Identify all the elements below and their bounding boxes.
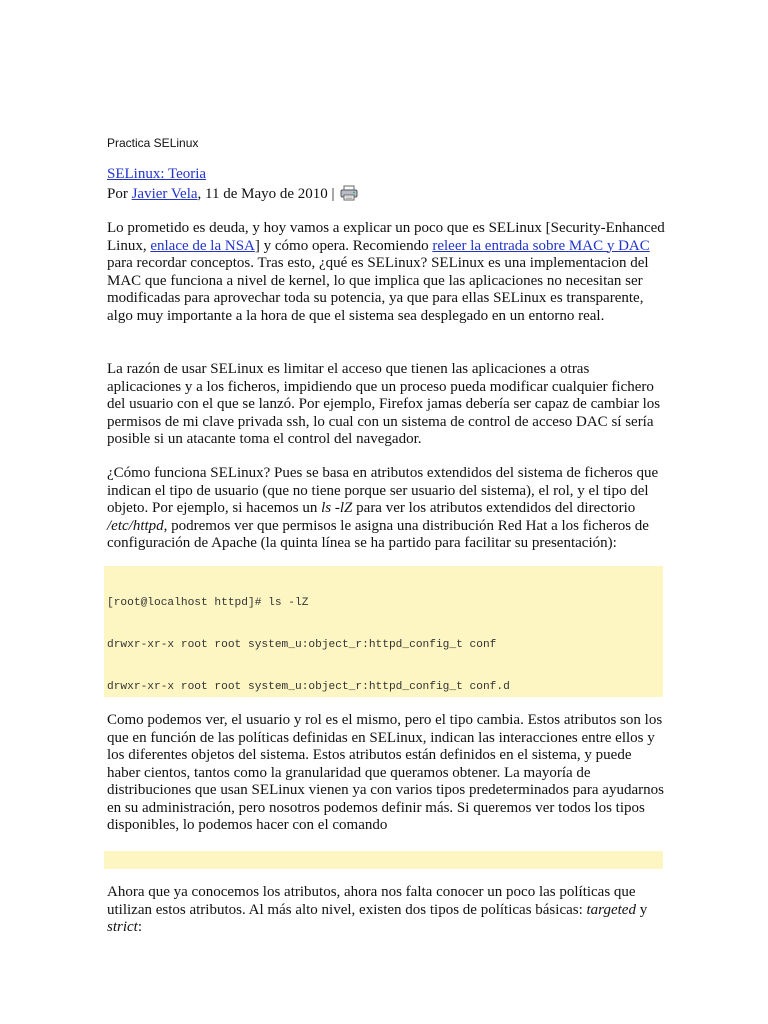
intro-text-1: Lo prometido es deuda, y hoy vamos a explicar un poco que es SELinux [Security-Enhanced Linux, — [107, 220, 665, 254]
code-block-ls — [104, 566, 663, 697]
post-title-link[interactable]: SELinux: Teoria — [107, 166, 207, 182]
httpd-path: /etc/httpd — [107, 517, 164, 534]
policies-text-3: : — [137, 919, 143, 935]
policies-text-1: Ahora que ya conocemos los atributos, ahora nos falta conocer un poco las políticas que utilizan estos atributos. Al más alto nivel, existen dos tipos de políticas básicas: — [107, 884, 636, 918]
policies-text-2: y — [635, 901, 648, 918]
paragraph-attributes: Como podemos ver, el usuario y rol es el mismo, pero el tipo cambia. Estos atributos son los que en función de las políticas definidas en SELinux, indican las interacciones entre ellos y los diferentes objetos del sistema. Estos atributos están definidos en el sistema, y puede haber cientos, tantos como la granularidad que queramos obtener. La mayoría de distribuciones que usan SELinux vienen ya con varios tipos predeterminados para ayudarnos en su administración, pero nosotros podemos definir más. Si queremos ver todos los tipos disponibles, lo podemos hacer con el comando — [107, 712, 664, 833]
targeted-term: targeted — [586, 901, 636, 918]
printer-icon[interactable] — [340, 185, 358, 207]
code-block-getsebool — [104, 851, 663, 869]
paragraph-how — [107, 465, 667, 553]
code-line: [root@localhost httpd]# ls -lZ — [107, 597, 309, 609]
ls-command: ls -lZ — [321, 500, 353, 516]
code-line: drwxr-xr-x root root system_u:object_r:httpd_config_t conf — [107, 639, 497, 651]
post-date: , 11 de Mayo de 2010 | — [197, 186, 335, 202]
page-title: Practica SELinux — [107, 136, 199, 150]
intro-text-3: para recordar conceptos. Tras esto, ¿qué es SELinux? SELinux es una implementacion del MAC que funciona a nivel de kernel, lo que implica que las aplicaciones no necesitan ser modificadas para aprovechar toda su potencia, ya que para ellas SELinux es transparente, algo muy importante a la hora de que el sistema sea desplegado en un entorno real. — [107, 255, 649, 324]
how-text-1: ¿Cómo funciona SELinux? Pues se basa en atributos extendidos del sistema de ficheros que indican el tipo de usuario (que no tiene porque ser usuario del sistema), el rol, y el tipo del objeto. Por ejemplo, si hacemos un — [107, 465, 659, 516]
code-line: drwxr-xr-x root root system_u:object_r:httpd_config_t conf.d — [107, 681, 510, 693]
paragraph-intro — [107, 220, 667, 325]
paragraph-policies — [107, 884, 667, 937]
byline — [107, 185, 358, 207]
mac-dac-link[interactable]: releer la entrada sobre MAC y DAC — [432, 237, 650, 254]
nsa-link[interactable]: enlace de la NSA — [150, 237, 255, 254]
intro-text-2: ] y cómo opera. Recomiendo — [254, 237, 433, 254]
strict-term: strict — [107, 919, 138, 935]
how-text-2: para ver los atributos extendidos del directorio — [352, 500, 636, 516]
how-text-3: , podremos ver que permisos le asigna una distribución Red Hat a los ficheros de configuración de Apache (la quinta línea se ha partido para facilitar su presentación): — [107, 517, 649, 551]
byline-prefix: Por — [107, 186, 128, 202]
author-link[interactable]: Javier Vela — [131, 186, 198, 202]
paragraph-reason: La razón de usar SELinux es limitar el acceso que tienen las aplicaciones a otras aplicaciones y a los ficheros, impidiendo que un proceso pueda modificar cualquier fichero del usuario con el que se lanzó. Por ejemplo, Firefox jamas debería ser capaz de cambiar los permisos de mi clave privada ssh, lo cual con un sistema de control de acceso DAC sí sería posible si un atacante toma el control del navegador. — [107, 361, 661, 447]
